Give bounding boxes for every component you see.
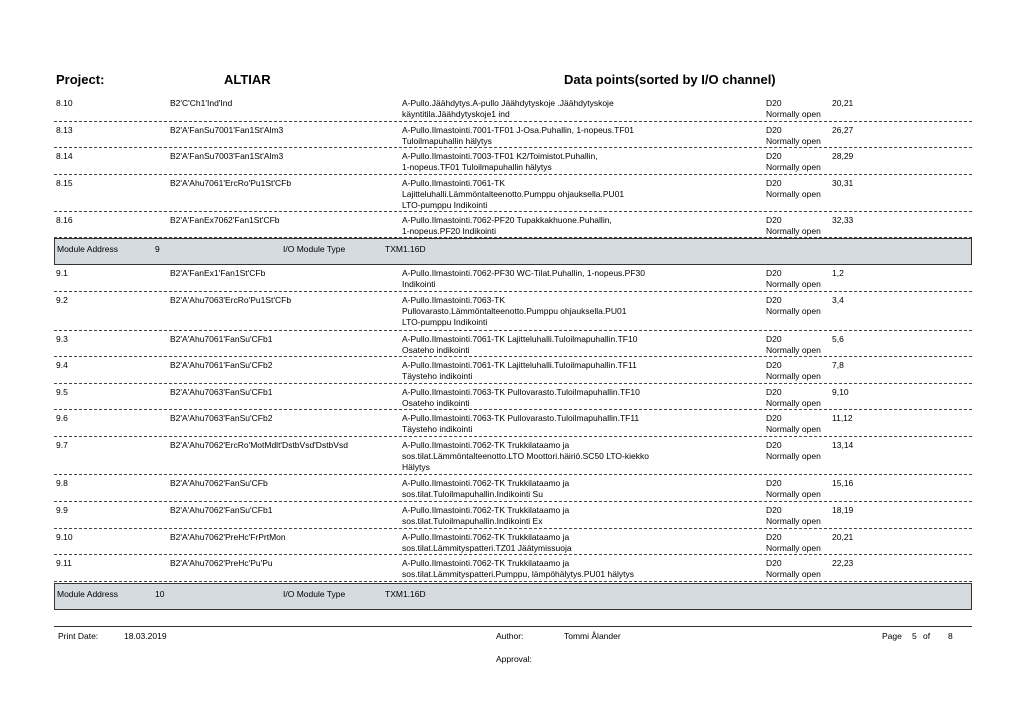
table-row [54,558,972,582]
row-id: 9.6 [56,413,68,423]
of-label: of [923,631,931,641]
datapoint-description: A-Pullo.Ilmastointi.7061-TK Lajitteluhalli.Lämmöntalteenotto.Pumppu ohjauksella.PU01 LTO-pumppu Indikointi [402,178,625,210]
signal-type: D20 Normally open [766,558,821,579]
table-row [54,387,972,410]
module-type-value: TXM1.16D [385,589,426,599]
table-row [54,178,972,212]
terminal-pins: 20,21 [832,532,854,542]
datapoint-name: B2'A'Ahu7063'FanSu'CFb1 [170,387,273,397]
datapoint-description: A-Pullo.Ilmastointi.7062-TK Trukkilataamo ja sos.tilat.Lämmityspatteri.TZ01 Jäätymissuoja [402,532,572,553]
row-id: 9.8 [56,478,68,488]
datapoint-name: B2'A'Ahu7063'ErcRo'Pu1St'CFb [170,295,292,305]
datapoint-description: A-Pullo.Ilmastointi.7062-TK Trukkilataamo ja sos.tilat.Tuloilmapuhallin.Indikointi Ex [402,505,570,526]
datapoint-name: B2'A'Ahu7062'PreHc'FrPrtMon [170,532,286,542]
project-name: ALTIAR [224,72,271,87]
datapoint-name: B2'A'Ahu7061'FanSu'CFb1 [170,334,273,344]
datapoint-description: A-Pullo.Ilmastointi.7062-TK Trukkilataamo ja sos.tilat.Tuloilmapuhallin.Indikointi Su [402,478,570,499]
datapoint-description: A-Pullo.Ilmastointi.7063-TK Pullovarasto.Tuloilmapuhallin.TF11 Täysteho indikointi [402,413,640,434]
signal-type: D20 Normally open [766,125,821,146]
module-address-bar [54,583,972,610]
row-id: 8.13 [56,125,73,135]
row-id: 9.5 [56,387,68,397]
terminal-pins: 18,19 [832,505,854,515]
terminal-pins: 7,8 [832,360,844,370]
terminal-pins: 13,14 [832,440,854,450]
table-row [54,215,972,238]
signal-type: D20 Normally open [766,334,821,355]
signal-type: D20 Normally open [766,505,821,526]
datapoint-description: A-Pullo.Ilmastointi.7062-PF20 Tupakkakhuone.Puhallin, 1-nopeus.PF20 Indikointi [402,215,612,236]
datapoint-name: B2'A'FanEx1'Fan1St'CFb [170,268,266,278]
terminal-pins: 28,29 [832,151,854,161]
row-id: 8.14 [56,151,73,161]
datapoint-name: B2'C'Ch1'Ind'Ind [170,98,233,108]
signal-type: D20 Normally open [766,387,821,408]
terminal-pins: 1,2 [832,268,844,278]
signal-type: D20 Normally open [766,440,821,461]
row-id: 9.11 [56,558,72,568]
datapoint-description: A-Pullo.Ilmastointi.7061-TK Lajitteluhalli.Tuloilmapuhallin.TF10 Osateho indikointi [402,334,638,355]
signal-type: D20 Normally open [766,478,821,499]
datapoint-description: A-Pullo.Ilmastointi.7003-TF01 K2/Toimistot.Puhallin, 1-nopeus.TF01 Tuloilmapuhallin hälytys [402,151,598,172]
row-id: 9.9 [56,505,68,515]
datapoint-description: A-Pullo.Ilmastointi.7001-TF01 J-Osa.Puhallin, 1-nopeus.TF01 Tuloilmapuhallin hälytys [402,125,634,146]
datapoint-description: A-Pullo.Ilmastointi.7062-TK Trukkilataamo ja sos.tilat.Lämmityspatteri.Pumppu, lämpöhälytys.PU01 hälytys [402,558,634,579]
page-title: Data points(sorted by I/O channel) [564,72,776,87]
signal-type: D20 Normally open [766,268,821,289]
terminal-pins: 11,12 [832,413,853,423]
signal-type: D20 Normally open [766,360,821,381]
terminal-pins: 32,33 [832,215,854,225]
footer-divider [54,626,972,627]
project-label: Project: [56,72,105,87]
datapoint-name: B2'A'FanSu7001'Fan1St'Alm3 [170,125,284,135]
table-row [54,440,972,475]
signal-type: D20 Normally open [766,532,821,553]
datapoint-description: A-Pullo.Ilmastointi.7063-TK Pullovarasto.Tuloilmapuhallin.TF10 Osateho indikointi [402,387,640,408]
table-row [54,268,972,292]
row-id: 9.4 [56,360,68,370]
datapoint-name: B2'A'Ahu7062'FanSu'CFb [170,478,268,488]
module-address-value: 9 [155,244,160,254]
table-row [54,532,972,555]
module-address-label: Module Address [57,244,118,254]
module-address-value: 10 [155,589,165,599]
module-address-bar [54,238,972,265]
datapoint-name: B2'A'FanEx7062'Fan1St'CFb [170,215,280,225]
module-type-label: I/O Module Type [283,589,346,599]
datapoint-name: B2'A'Ahu7062'ErcRo'MotMdlt'DstbVsd'DstbVsd [170,440,348,450]
datapoint-name: B2'A'Ahu7061'ErcRo'Pu1St'CFb [170,178,292,188]
datapoint-name: B2'A'FanSu7003'Fan1St'Alm3 [170,151,284,161]
terminal-pins: 26,27 [832,125,854,135]
print-date: 18.03.2019 [124,631,167,641]
signal-type: D20 Normally open [766,151,821,172]
signal-type: D20 Normally open [766,295,821,316]
terminal-pins: 3,4 [832,295,844,305]
table-row [54,505,972,529]
signal-type: D20 Normally open [766,413,821,434]
terminal-pins: 30,31 [832,178,854,188]
table-row [54,125,972,148]
page-total: 8 [948,631,953,641]
table-row [54,98,972,122]
module-type-value: TXM1.16D [385,244,426,254]
print-date-label: Print Date: [58,631,99,641]
datapoint-name: B2'A'Ahu7062'PreHc'Pu'Pu [170,558,273,568]
datapoint-name: B2'A'Ahu7063'FanSu'CFb2 [170,413,273,423]
table-row [54,413,972,437]
row-id: 9.10 [56,532,73,542]
terminal-pins: 22,23 [832,558,854,568]
table-row [54,151,972,175]
page-label: Page [882,631,902,641]
approval-label: Approval: [496,654,532,664]
table-row [54,295,972,331]
signal-type: D20 Normally open [766,98,821,119]
row-id: 9.1 [56,268,68,278]
module-type-label: I/O Module Type [283,244,346,254]
terminal-pins: 20,21 [832,98,854,108]
row-id: 8.10 [56,98,73,108]
datapoint-description: A-Pullo.Ilmastointi.7061-TK Lajitteluhalli.Tuloilmapuhallin.TF11 Täysteho indikointi [402,360,637,381]
page-number: 5 [912,631,917,641]
module-address-label: Module Address [57,589,118,599]
datapoint-name: B2'A'Ahu7062'FanSu'CFb1 [170,505,273,515]
row-id: 9.3 [56,334,68,344]
datapoint-description: A-Pullo.Ilmastointi.7062-TK Trukkilataamo ja sos.tilat.Lämmöntalteenotto.LTO Moottori.häiriö.SC50 LTO-kiekko Hälytys [402,440,649,472]
row-id: 9.7 [56,440,68,450]
datapoint-name: B2'A'Ahu7061'FanSu'CFb2 [170,360,273,370]
author-name: Tommi Ålander [564,631,621,641]
row-id: 8.15 [56,178,73,188]
terminal-pins: 5,6 [832,334,844,344]
terminal-pins: 15,16 [832,478,854,488]
terminal-pins: 9,10 [832,387,849,397]
table-row [54,478,972,502]
row-id: 8.16 [56,215,73,225]
author-label: Author: [496,631,524,641]
datapoint-description: A-Pullo.Jäähdytys.A-pullo Jäähdytyskoje .Jäähdytyskoje käyntitila.Jäähdytyskoje1 ind [402,98,614,119]
signal-type: D20 Normally open [766,178,821,199]
table-row [54,334,972,357]
row-id: 9.2 [56,295,68,305]
datapoint-description: A-Pullo.Ilmastointi.7063-TK Pullovarasto.Lämmöntalteenotto.Pumppu ohjauksella.PU01 LTO-pumppu Indikointi [402,295,627,327]
datapoint-description: A-Pullo.Ilmastointi.7062-PF30 WC-Tilat.Puhallin, 1-nopeus.PF30 Indikointi [402,268,645,289]
table-row [54,360,972,384]
signal-type: D20 Normally open [766,215,821,236]
